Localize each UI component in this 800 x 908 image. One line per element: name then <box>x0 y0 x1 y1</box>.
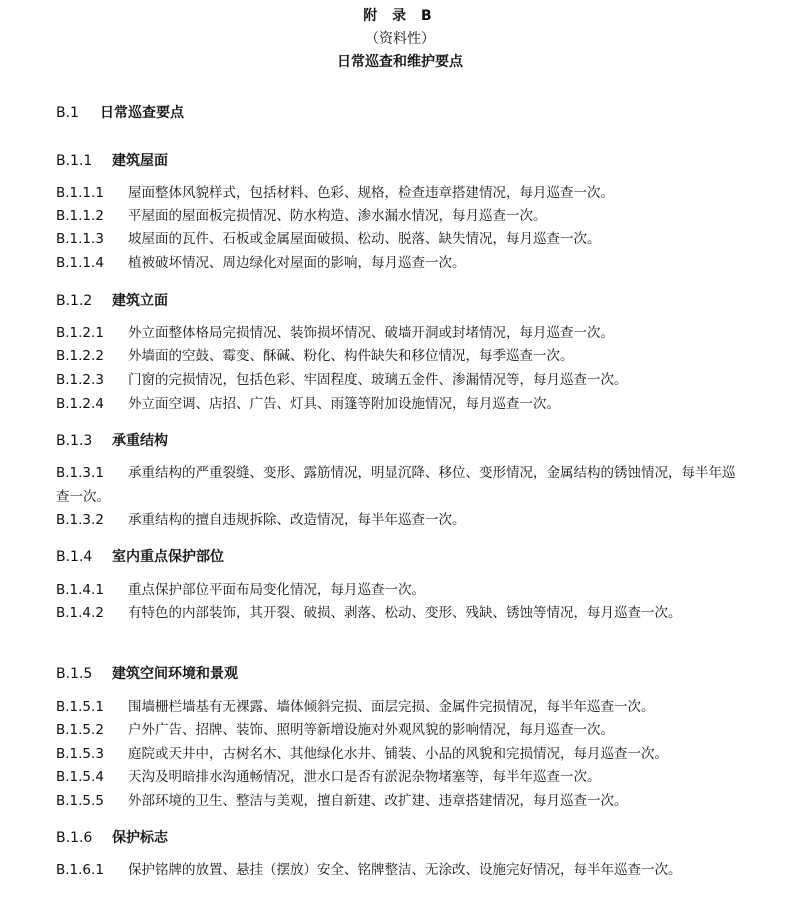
subsection-title: 建筑空间环境和景观 <box>112 666 238 682</box>
clause-code: B.1.4.2 <box>56 605 104 621</box>
clause-item <box>56 392 746 416</box>
clause-text: 外部环境的卫生、整洁与美观，擅自新建、改扩建、违章搭建情况，每月巡查一次。 <box>128 793 628 809</box>
clause-code: B.1.2.4 <box>56 396 104 412</box>
clause-code: B.1.6.1 <box>56 862 104 878</box>
subsection-code: B.1.5 <box>56 666 93 682</box>
subsection-title: 建筑屋面 <box>112 153 168 169</box>
clause-code: B.1.2.3 <box>56 372 104 388</box>
subsection-title: 室内重点保护部位 <box>112 549 224 565</box>
clause-item <box>56 858 746 882</box>
subsection-heading <box>56 827 168 847</box>
subsection-code: B.1.6 <box>56 830 93 846</box>
clause-item <box>56 204 746 228</box>
clause-item <box>56 368 746 392</box>
clause-text: 承重结构的擅自违规拆除、改造情况，每半年巡查一次。 <box>128 512 466 528</box>
clause-text: 植被破坏情况、周边绿化对屋面的影响，每月巡查一次。 <box>128 255 466 271</box>
clause-text: 屋面整体风貌样式，包括材料、色彩、规格，检查违章搭建情况，每月巡查一次。 <box>128 185 614 201</box>
clause-item <box>56 461 746 509</box>
clause-item <box>56 344 746 368</box>
clause-text: 外墙面的空鼓、霉变、酥碱、粉化、构件缺失和移位情况，每季巡查一次。 <box>128 348 574 364</box>
clause-code: B.1.4.1 <box>56 582 104 598</box>
subsection-title: 建筑立面 <box>112 293 168 309</box>
clause-item <box>56 227 746 251</box>
clause-code: B.1.1.4 <box>56 255 104 271</box>
clause-code: B.1.3.1 <box>56 465 104 481</box>
clause-text: 坡屋面的瓦件、石板或金属屋面破损、松动、脱落、缺失情况，每月巡查一次。 <box>128 231 601 247</box>
section-title: 日常巡查要点 <box>100 105 184 121</box>
clause-code: B.1.5.3 <box>56 746 104 762</box>
clause-text: 围墙栅栏墙基有无裸露、墙体倾斜完损、面层完损、金属件完损情况，每半年巡查一次。 <box>128 699 655 715</box>
clause-item <box>56 251 746 275</box>
subsection-heading <box>56 290 168 310</box>
clause-code: B.1.2.1 <box>56 325 104 341</box>
clause-text: 门窗的完损情况，包括色彩、牢固程度、玻璃五金件、渗漏情况等，每月巡查一次。 <box>128 372 628 388</box>
appendix-nature: （资料性） <box>365 31 435 47</box>
clause-item <box>56 578 746 602</box>
clause-text: 庭院或天井中，古树名木、其他绿化水井、铺装、小品的风貌和完损情况，每月巡查一次。 <box>128 746 668 762</box>
clause-code: B.1.2.2 <box>56 348 104 364</box>
clause-text: 有特色的内部装饰，其开裂、破损、剥落、松动、变形、残缺、锈蚀等情况，每月巡查一次。 <box>128 605 682 621</box>
clause-text: 承重结构的严重裂缝、变形、露筋情况，明显沉降、移位、变形情况，金属结构的锈蚀情况，每半年巡查一次。 <box>56 465 736 505</box>
clause-code: B.1.3.2 <box>56 512 104 528</box>
subsection-code: B.1.2 <box>56 293 93 309</box>
section-heading <box>56 102 184 122</box>
clause-item <box>56 789 746 813</box>
subsection-heading <box>56 430 168 450</box>
subsection-heading <box>56 663 238 683</box>
clause-text: 外立面整体格局完损情况、装饰损坏情况、破墙开洞或封堵情况，每月巡查一次。 <box>128 325 614 341</box>
clause-code: B.1.1.3 <box>56 231 104 247</box>
clause-item <box>56 765 746 789</box>
section-code: B.1 <box>56 105 79 121</box>
appendix-title: 日常巡查和维护要点 <box>337 54 463 70</box>
clause-code: B.1.5.2 <box>56 722 104 738</box>
subsection-heading <box>56 546 224 566</box>
subsection-title: 保护标志 <box>112 830 168 846</box>
clause-item <box>56 718 746 742</box>
clause-item <box>56 742 746 766</box>
clause-text: 平屋面的屋面板完损情况、防水构造、渗水漏水情况，每月巡查一次。 <box>128 208 547 224</box>
clause-item <box>56 601 746 625</box>
clause-item <box>56 181 746 205</box>
subsection-heading <box>56 150 168 170</box>
clause-code: B.1.5.1 <box>56 699 104 715</box>
clause-text: 重点保护部位平面布局变化情况，每月巡查一次。 <box>128 582 425 598</box>
subsection-title: 承重结构 <box>112 433 168 449</box>
clause-code: B.1.1.1 <box>56 185 104 201</box>
clause-item <box>56 321 746 345</box>
clause-code: B.1.5.5 <box>56 793 104 809</box>
clause-code: B.1.5.4 <box>56 769 104 785</box>
subsection-code: B.1.1 <box>56 153 93 169</box>
clause-text: 保护铭牌的放置、悬挂（摆放）安全、铭牌整洁、无涂改、设施完好情况，每半年巡查一次。 <box>128 862 682 878</box>
clause-text: 天沟及明暗排水沟通畅情况，泄水口是否有淤泥杂物堵塞等，每半年巡查一次。 <box>128 769 601 785</box>
clause-code: B.1.1.2 <box>56 208 104 224</box>
clause-item <box>56 695 746 719</box>
appendix-label: 附 录 B <box>363 8 437 24</box>
clause-text: 外立面空调、店招、广告、灯具、雨篷等附加设施情况，每月巡查一次。 <box>128 396 560 412</box>
subsection-code: B.1.4 <box>56 549 93 565</box>
clause-item <box>56 508 746 532</box>
clause-text: 户外广告、招牌、装饰、照明等新增设施对外观风貌的影响情况，每月巡查一次。 <box>128 722 614 738</box>
subsection-code: B.1.3 <box>56 433 93 449</box>
